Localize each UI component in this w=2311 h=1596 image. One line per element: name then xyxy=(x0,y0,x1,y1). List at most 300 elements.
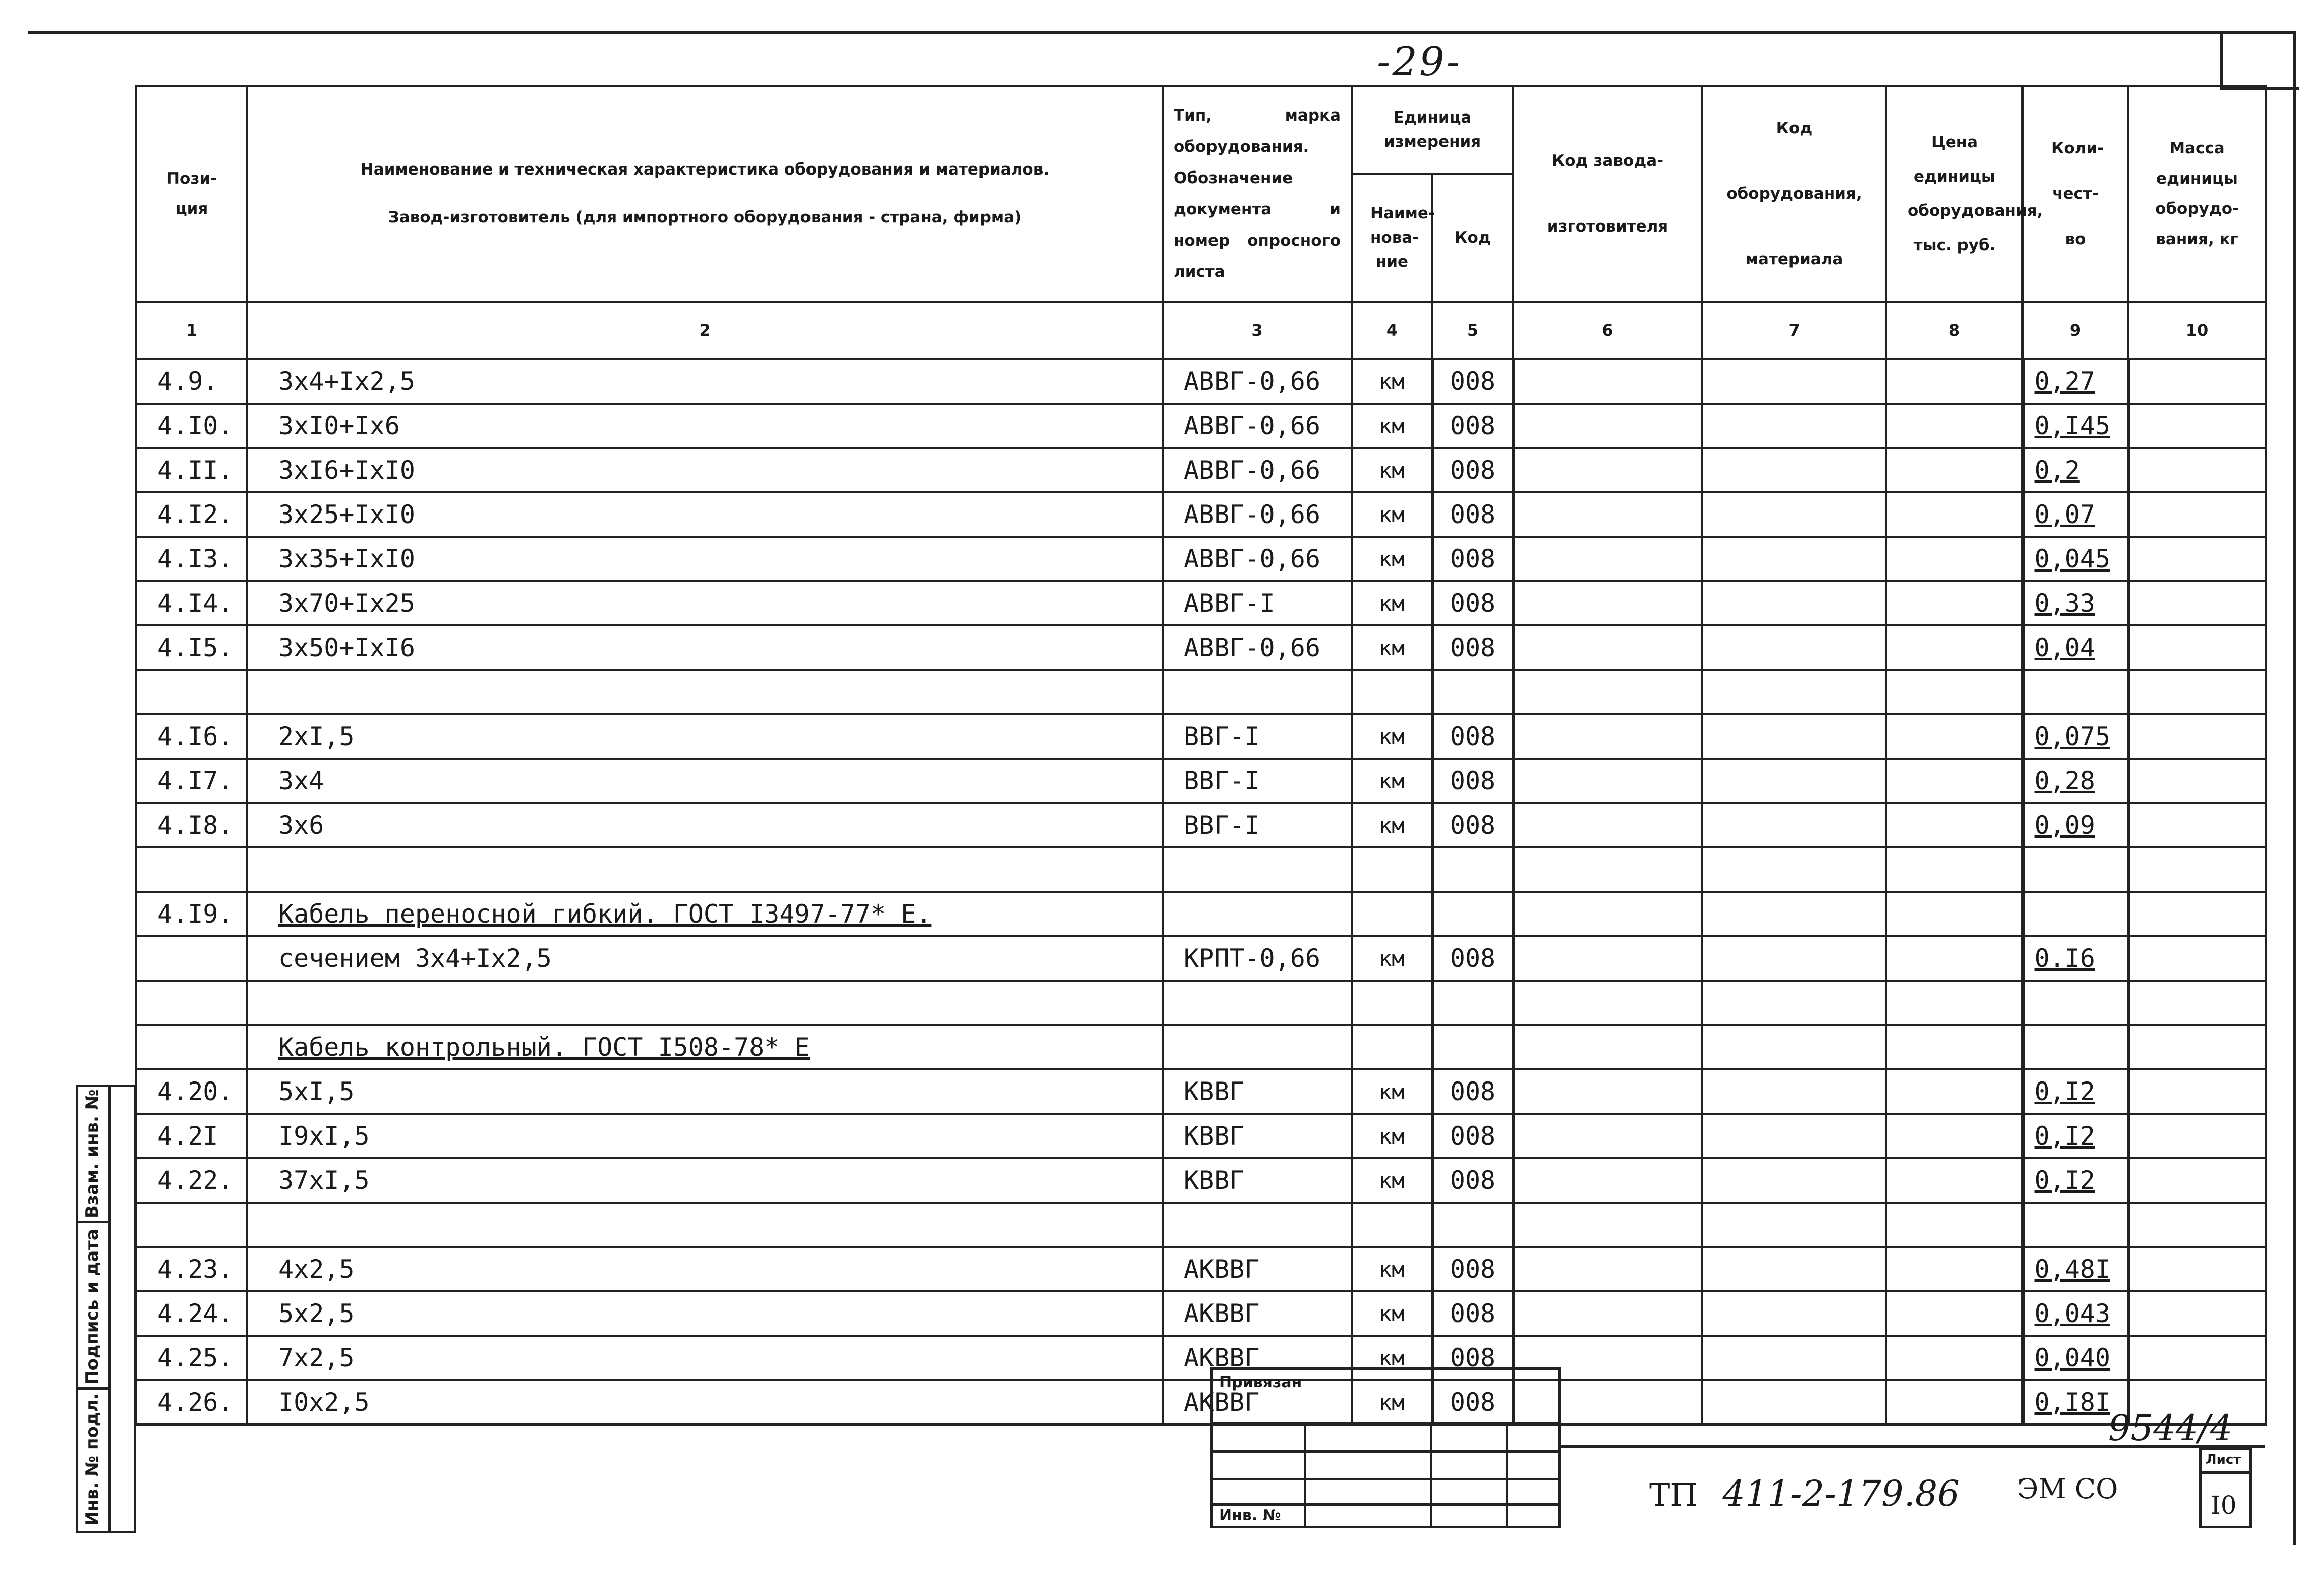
row-quantity: 0.I6 xyxy=(2023,936,2128,981)
row-unit-code xyxy=(1432,1203,1513,1247)
row-unit: км xyxy=(1352,537,1432,581)
table-row xyxy=(136,714,2266,759)
left-margin-stamp xyxy=(76,1085,136,1533)
row-quantity: 0,09 xyxy=(2023,803,2128,847)
row-price xyxy=(1886,448,2023,492)
row-unit: км xyxy=(1352,492,1432,537)
sheet-divider xyxy=(2202,1471,2249,1474)
row-unit-code: 008 xyxy=(1432,1336,1513,1380)
row-name: Кабель переносной гибкий. ГОСТ I3497-77* Е. xyxy=(247,892,1163,936)
row-equipment-code xyxy=(1702,404,1886,448)
row-equipment-code xyxy=(1702,1025,1886,1069)
row-unit: км xyxy=(1352,1069,1432,1114)
row-name: 3x35+IxI0 xyxy=(247,537,1163,581)
table-row xyxy=(136,1158,2266,1203)
row-position: 4.I4. xyxy=(136,581,247,625)
row-position: 4.I7. xyxy=(136,759,247,803)
row-equipment-code xyxy=(1702,1203,1886,1247)
binding-stamp-label: Привязан xyxy=(1219,1374,1302,1391)
row-quantity xyxy=(2023,981,2128,1025)
row-factory-code xyxy=(1513,1158,1702,1203)
row-factory-code xyxy=(1513,1069,1702,1114)
row-position xyxy=(136,1025,247,1069)
row-unit: км xyxy=(1352,581,1432,625)
table-row xyxy=(136,1336,2266,1380)
row-quantity: 0,I45 xyxy=(2023,404,2128,448)
row-type: АВВГ-0,66 xyxy=(1163,492,1352,537)
table-row xyxy=(136,981,2266,1025)
row-position: 4.II. xyxy=(136,448,247,492)
row-equipment-code xyxy=(1702,759,1886,803)
row-type xyxy=(1163,1203,1352,1247)
stamp-divider xyxy=(1304,1425,1306,1526)
side-label-podpis: Подпись и дата xyxy=(82,1229,102,1385)
column-number: 5 xyxy=(1432,302,1513,359)
specification-table xyxy=(135,85,2267,1426)
binding-stamp xyxy=(1210,1367,1561,1528)
header-mass: Масса единицы оборудо-вания, кг xyxy=(2128,86,2266,302)
row-mass xyxy=(2128,1203,2266,1247)
header-name: Наименование и техническая характеристика оборудования и материалов. Завод-изготовитель (для импортного оборудования - страна, фирма) xyxy=(247,86,1163,302)
row-factory-code xyxy=(1513,1291,1702,1336)
row-equipment-code xyxy=(1702,448,1886,492)
row-equipment-code xyxy=(1702,581,1886,625)
row-position: 4.I9. xyxy=(136,892,247,936)
document-code xyxy=(1649,1473,1960,1514)
row-factory-code xyxy=(1513,981,1702,1025)
table-row xyxy=(136,670,2266,714)
row-unit: км xyxy=(1352,936,1432,981)
row-factory-code xyxy=(1513,448,1702,492)
row-unit-code: 008 xyxy=(1432,759,1513,803)
row-quantity: 0,07 xyxy=(2023,492,2128,537)
row-type xyxy=(1163,892,1352,936)
row-type xyxy=(1163,847,1352,892)
row-position: 4.25. xyxy=(136,1336,247,1380)
row-equipment-code xyxy=(1702,1247,1886,1291)
row-quantity: 0,28 xyxy=(2023,759,2128,803)
row-unit: км xyxy=(1352,1114,1432,1158)
table-row xyxy=(136,892,2266,936)
row-unit-code: 008 xyxy=(1432,1291,1513,1336)
row-type: АВВГ-0,66 xyxy=(1163,625,1352,670)
row-quantity: 0,48I xyxy=(2023,1247,2128,1291)
row-name: 5x2,5 xyxy=(247,1291,1163,1336)
row-type: АКВВГ xyxy=(1163,1336,1352,1380)
row-quantity: 0,I2 xyxy=(2023,1069,2128,1114)
row-position: 4.I2. xyxy=(136,492,247,537)
row-quantity xyxy=(2023,892,2128,936)
table-row xyxy=(136,625,2266,670)
row-name: 7x2,5 xyxy=(247,1336,1163,1380)
row-unit-code: 008 xyxy=(1432,1114,1513,1158)
row-equipment-code xyxy=(1702,670,1886,714)
row-unit xyxy=(1352,1203,1432,1247)
row-position xyxy=(136,981,247,1025)
row-quantity xyxy=(2023,1203,2128,1247)
row-position: 4.22. xyxy=(136,1158,247,1203)
row-name: I0x2,5 xyxy=(247,1380,1163,1424)
row-position: 4.20. xyxy=(136,1069,247,1114)
table-row xyxy=(136,1247,2266,1291)
row-mass xyxy=(2128,1114,2266,1158)
row-equipment-code xyxy=(1702,803,1886,847)
row-name: 3x4+Ix2,5 xyxy=(247,359,1163,404)
row-price xyxy=(1886,1025,2023,1069)
table-row xyxy=(136,537,2266,581)
row-type: ВВГ-I xyxy=(1163,803,1352,847)
row-type xyxy=(1163,1025,1352,1069)
row-factory-code xyxy=(1513,492,1702,537)
row-price xyxy=(1886,670,2023,714)
row-factory-code xyxy=(1513,404,1702,448)
row-unit-code: 008 xyxy=(1432,1158,1513,1203)
row-quantity: 0,045 xyxy=(2023,537,2128,581)
row-price xyxy=(1886,892,2023,936)
header-unit-name: Наиме-нова-ние xyxy=(1352,174,1432,302)
row-unit-code xyxy=(1432,670,1513,714)
row-unit: км xyxy=(1352,1336,1432,1380)
row-equipment-code xyxy=(1702,359,1886,404)
row-unit-code xyxy=(1432,1025,1513,1069)
row-name xyxy=(247,1203,1163,1247)
row-position xyxy=(136,1203,247,1247)
row-equipment-code xyxy=(1702,1114,1886,1158)
row-price xyxy=(1886,625,2023,670)
table-row xyxy=(136,803,2266,847)
row-price xyxy=(1886,1291,2023,1336)
row-equipment-code xyxy=(1702,892,1886,936)
row-position: 4.23. xyxy=(136,1247,247,1291)
row-type: ВВГ-I xyxy=(1163,759,1352,803)
row-price xyxy=(1886,1336,2023,1380)
row-name: 4x2,5 xyxy=(247,1247,1163,1291)
table-row xyxy=(136,1069,2266,1114)
row-factory-code xyxy=(1513,847,1702,892)
row-unit-code xyxy=(1432,892,1513,936)
sheet-number: I0 xyxy=(2211,1491,2237,1520)
inventory-number: 9544/4 xyxy=(2108,1407,2233,1449)
row-unit: км xyxy=(1352,448,1432,492)
row-price xyxy=(1886,404,2023,448)
row-mass xyxy=(2128,581,2266,625)
row-unit-code: 008 xyxy=(1432,1247,1513,1291)
row-price xyxy=(1886,359,2023,404)
row-quantity: 0,I8I xyxy=(2023,1380,2128,1424)
row-mass xyxy=(2128,1069,2266,1114)
row-name: 3xI0+Ix6 xyxy=(247,404,1163,448)
row-unit-code: 008 xyxy=(1432,1380,1513,1424)
row-mass xyxy=(2128,1025,2266,1069)
row-quantity: 0,043 xyxy=(2023,1291,2128,1336)
row-type: АВВГ-0,66 xyxy=(1163,448,1352,492)
row-name: I9xI,5 xyxy=(247,1114,1163,1158)
inventory-label: Инв. № xyxy=(1219,1507,1281,1524)
row-quantity: 0,I2 xyxy=(2023,1114,2128,1158)
row-mass xyxy=(2128,1247,2266,1291)
row-quantity: 0,075 xyxy=(2023,714,2128,759)
row-position: 4.2I xyxy=(136,1114,247,1158)
row-unit xyxy=(1352,670,1432,714)
column-number: 7 xyxy=(1702,302,1886,359)
row-factory-code xyxy=(1513,1025,1702,1069)
column-number: 6 xyxy=(1513,302,1702,359)
row-unit-code: 008 xyxy=(1432,537,1513,581)
row-type: АКВВГ xyxy=(1163,1291,1352,1336)
row-quantity: 0,33 xyxy=(2023,581,2128,625)
row-mass xyxy=(2128,714,2266,759)
row-mass xyxy=(2128,936,2266,981)
row-position xyxy=(136,936,247,981)
header-position: Пози- ция xyxy=(136,86,247,302)
row-type: АВВГ-I xyxy=(1163,581,1352,625)
row-position: 4.I5. xyxy=(136,625,247,670)
row-factory-code xyxy=(1513,936,1702,981)
row-unit: км xyxy=(1352,404,1432,448)
row-type: АКВВГ xyxy=(1163,1247,1352,1291)
row-quantity xyxy=(2023,1025,2128,1069)
row-mass xyxy=(2128,1336,2266,1380)
header-equipment-code: Код оборудования, материала xyxy=(1702,86,1886,302)
side-cell-podpis xyxy=(78,1223,108,1390)
row-type xyxy=(1163,670,1352,714)
row-position xyxy=(136,847,247,892)
row-factory-code xyxy=(1513,670,1702,714)
row-unit: км xyxy=(1352,714,1432,759)
row-name: 3xI6+IxI0 xyxy=(247,448,1163,492)
row-mass xyxy=(2128,892,2266,936)
row-mass xyxy=(2128,492,2266,537)
row-factory-code xyxy=(1513,892,1702,936)
row-quantity: 0,040 xyxy=(2023,1336,2128,1380)
row-name xyxy=(247,847,1163,892)
row-factory-code xyxy=(1513,1203,1702,1247)
row-name: сечением 3x4+Ix2,5 xyxy=(247,936,1163,981)
row-equipment-code xyxy=(1702,537,1886,581)
header-price: Цена единицы оборудования, тыс. руб. xyxy=(1886,86,2023,302)
row-factory-code xyxy=(1513,537,1702,581)
row-unit-code: 008 xyxy=(1432,1069,1513,1114)
row-unit xyxy=(1352,892,1432,936)
row-name: 3x25+IxI0 xyxy=(247,492,1163,537)
row-equipment-code xyxy=(1702,1291,1886,1336)
row-price xyxy=(1886,1069,2023,1114)
row-name: 3x70+Ix25 xyxy=(247,581,1163,625)
row-position: 4.I0. xyxy=(136,404,247,448)
table-row xyxy=(136,759,2266,803)
stamp-divider xyxy=(1506,1425,1508,1526)
row-name: Кабель контрольный. ГОСТ I508-78* Е xyxy=(247,1025,1163,1069)
column-number: 8 xyxy=(1886,302,2023,359)
column-number: 4 xyxy=(1352,302,1432,359)
row-unit-code: 008 xyxy=(1432,714,1513,759)
row-unit: км xyxy=(1352,1291,1432,1336)
row-unit-code: 008 xyxy=(1432,581,1513,625)
table-row xyxy=(136,1114,2266,1158)
row-unit-code xyxy=(1432,847,1513,892)
row-name: 3x6 xyxy=(247,803,1163,847)
row-equipment-code xyxy=(1702,847,1886,892)
row-unit-code: 008 xyxy=(1432,803,1513,847)
row-type: КРПТ-0,66 xyxy=(1163,936,1352,981)
row-unit: км xyxy=(1352,1380,1432,1424)
corner-box xyxy=(2220,31,2299,90)
table-row xyxy=(136,1025,2266,1069)
row-factory-code xyxy=(1513,803,1702,847)
row-name: 5xI,5 xyxy=(247,1069,1163,1114)
row-equipment-code xyxy=(1702,492,1886,537)
table-row xyxy=(136,1380,2266,1424)
row-type: АВВГ-0,66 xyxy=(1163,404,1352,448)
row-mass xyxy=(2128,359,2266,404)
row-type: КВВГ xyxy=(1163,1069,1352,1114)
row-price xyxy=(1886,759,2023,803)
row-factory-code xyxy=(1513,1247,1702,1291)
row-unit: км xyxy=(1352,359,1432,404)
row-equipment-code xyxy=(1702,1336,1886,1380)
row-position: 4.24. xyxy=(136,1291,247,1336)
row-mass xyxy=(2128,625,2266,670)
row-factory-code xyxy=(1513,625,1702,670)
row-name: 3x4 xyxy=(247,759,1163,803)
row-equipment-code xyxy=(1702,981,1886,1025)
sheet-label: Лист xyxy=(2206,1452,2241,1467)
row-unit: км xyxy=(1352,759,1432,803)
column-number: 3 xyxy=(1163,302,1352,359)
row-position: 4.I3. xyxy=(136,537,247,581)
side-divider xyxy=(108,1087,111,1531)
row-type: АКВВГ xyxy=(1163,1380,1352,1424)
row-type: АВВГ-0,66 xyxy=(1163,537,1352,581)
row-position xyxy=(136,670,247,714)
row-price xyxy=(1886,1247,2023,1291)
row-price xyxy=(1886,1114,2023,1158)
table-row xyxy=(136,492,2266,537)
row-unit-code xyxy=(1432,981,1513,1025)
table-row xyxy=(136,404,2266,448)
column-number: 9 xyxy=(2023,302,2128,359)
row-unit: км xyxy=(1352,625,1432,670)
row-mass xyxy=(2128,537,2266,581)
row-equipment-code xyxy=(1702,1158,1886,1203)
row-factory-code xyxy=(1513,759,1702,803)
row-mass xyxy=(2128,448,2266,492)
row-name: 37xI,5 xyxy=(247,1158,1163,1203)
side-cell-inv-podl xyxy=(78,1390,108,1531)
doc-suffix: ЭМ СО xyxy=(2017,1473,2118,1505)
header-unit-code: Код xyxy=(1432,174,1513,302)
row-mass xyxy=(2128,1291,2266,1336)
row-quantity: 0,04 xyxy=(2023,625,2128,670)
row-type: ВВГ-I xyxy=(1163,714,1352,759)
doc-prefix: ТП xyxy=(1649,1476,1698,1513)
row-price xyxy=(1886,1203,2023,1247)
row-equipment-code xyxy=(1702,625,1886,670)
row-mass xyxy=(2128,981,2266,1025)
row-position: 4.9. xyxy=(136,359,247,404)
row-unit xyxy=(1352,847,1432,892)
table-row xyxy=(136,581,2266,625)
row-price xyxy=(1886,803,2023,847)
row-price xyxy=(1886,537,2023,581)
row-price xyxy=(1886,492,2023,537)
row-unit: км xyxy=(1352,803,1432,847)
row-unit-code: 008 xyxy=(1432,492,1513,537)
row-position: 4.I8. xyxy=(136,803,247,847)
row-name: 2xI,5 xyxy=(247,714,1163,759)
row-type: КВВГ xyxy=(1163,1158,1352,1203)
row-equipment-code xyxy=(1702,1069,1886,1114)
row-unit-code: 008 xyxy=(1432,359,1513,404)
header-quantity: Коли-чест-во xyxy=(2023,86,2128,302)
row-name xyxy=(247,670,1163,714)
table-row xyxy=(136,1291,2266,1336)
row-equipment-code xyxy=(1702,936,1886,981)
row-mass xyxy=(2128,404,2266,448)
sheet-box xyxy=(2199,1448,2252,1528)
table-row xyxy=(136,847,2266,892)
side-cell-vzam xyxy=(78,1087,108,1223)
stamp-divider xyxy=(1430,1425,1432,1526)
column-number: 1 xyxy=(136,302,247,359)
row-quantity xyxy=(2023,670,2128,714)
doc-number: 411-2-179.86 xyxy=(1722,1473,1960,1514)
column-number: 2 xyxy=(247,302,1163,359)
table-row xyxy=(136,359,2266,404)
row-equipment-code xyxy=(1702,714,1886,759)
row-price xyxy=(1886,936,2023,981)
row-type xyxy=(1163,981,1352,1025)
row-quantity: 0,27 xyxy=(2023,359,2128,404)
row-position: 4.26. xyxy=(136,1380,247,1424)
row-mass xyxy=(2128,759,2266,803)
row-unit-code: 008 xyxy=(1432,936,1513,981)
row-quantity xyxy=(2023,847,2128,892)
row-mass xyxy=(2128,1158,2266,1203)
row-mass xyxy=(2128,670,2266,714)
table-row xyxy=(136,1203,2266,1247)
row-unit xyxy=(1352,1025,1432,1069)
row-mass xyxy=(2128,847,2266,892)
row-unit-code: 008 xyxy=(1432,404,1513,448)
row-factory-code xyxy=(1513,581,1702,625)
column-number: 10 xyxy=(2128,302,2266,359)
row-quantity: 0,2 xyxy=(2023,448,2128,492)
row-unit: км xyxy=(1352,1158,1432,1203)
row-factory-code xyxy=(1513,714,1702,759)
row-position: 4.I6. xyxy=(136,714,247,759)
table-row xyxy=(136,936,2266,981)
header-unit-group: Единица измерения xyxy=(1352,86,1513,174)
row-price xyxy=(1886,1380,2023,1424)
row-equipment-code xyxy=(1702,1380,1886,1424)
page-number: -29- xyxy=(1377,39,1462,85)
row-quantity: 0,I2 xyxy=(2023,1158,2128,1203)
row-unit-code: 008 xyxy=(1432,625,1513,670)
row-type: АВВГ-0,66 xyxy=(1163,359,1352,404)
row-price xyxy=(1886,981,2023,1025)
row-unit-code: 008 xyxy=(1432,448,1513,492)
side-label-vzam: Взам. инв. № xyxy=(82,1089,102,1218)
row-unit xyxy=(1352,981,1432,1025)
row-factory-code xyxy=(1513,359,1702,404)
row-name: 3x50+IxI6 xyxy=(247,625,1163,670)
header-factory-code: Код завода-изготовителя xyxy=(1513,86,1702,302)
header-type: Тип, марка оборудования. Обозначение документа и номер опросного листа xyxy=(1163,86,1352,302)
row-factory-code xyxy=(1513,1114,1702,1158)
row-name xyxy=(247,981,1163,1025)
row-unit: км xyxy=(1352,1247,1432,1291)
